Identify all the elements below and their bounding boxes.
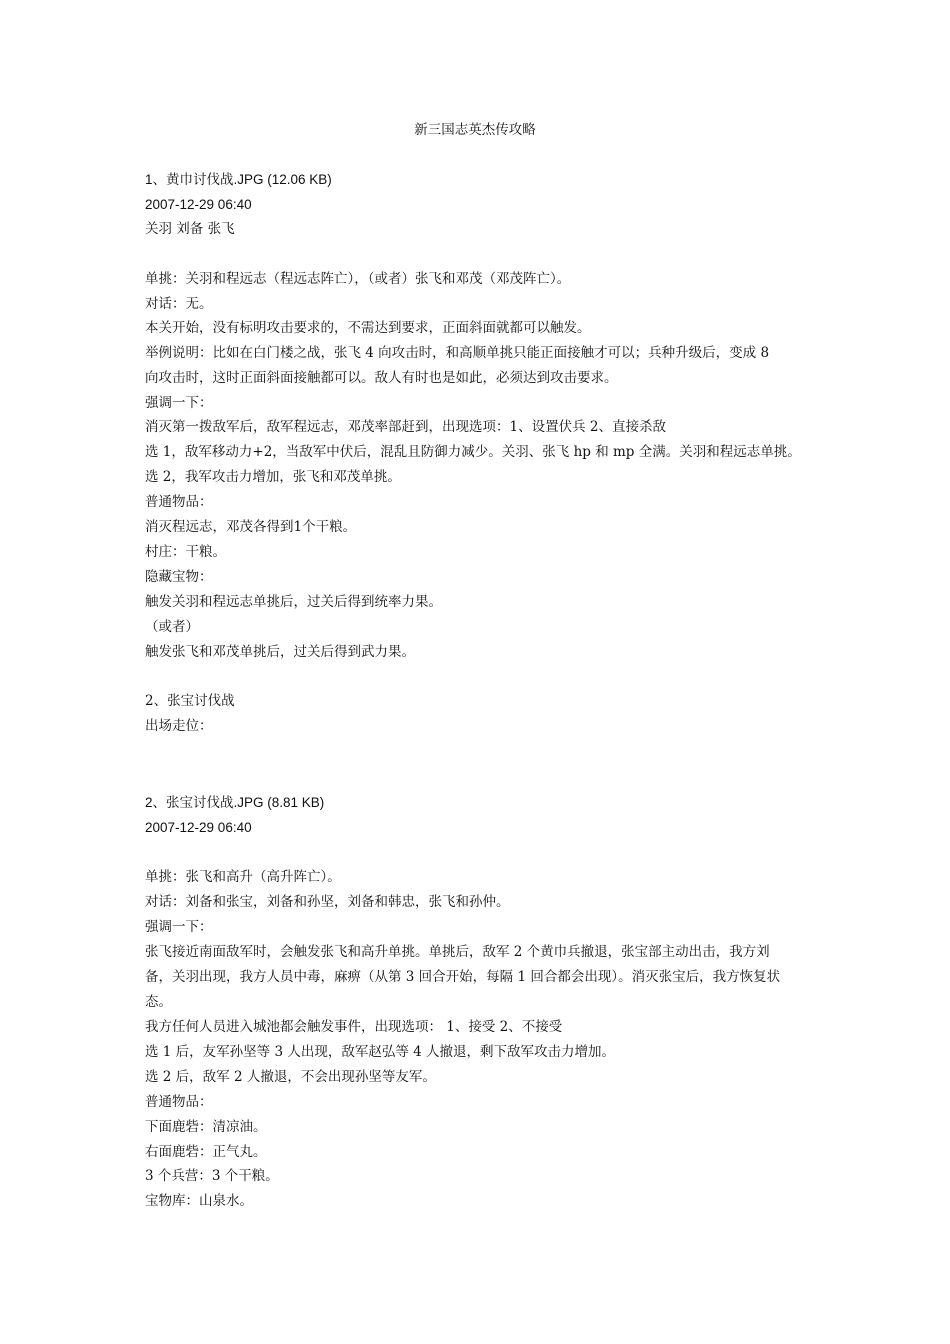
paragraph-line: 选 1，敌军移动力+2，当敌军中伏后，混乱且防御力减少。关羽、张飞 hp 和 mp 全满。关羽和程远志单挑。: [145, 444, 801, 460]
items-heading: 普通物品：: [145, 494, 213, 510]
paragraph-line: 右面鹿砦：正气丸。: [145, 1144, 267, 1160]
paragraph-line: 选 2 后，敌军 2 人撤退，不会出现孙坚等友军。: [145, 1069, 436, 1085]
hidden-treasure-heading: 隐藏宝物：: [145, 569, 213, 585]
paragraph-line: 选 2，我军攻击力增加，张飞和邓茂单挑。: [145, 469, 401, 485]
section-2-timestamp: 2007-12-29 06:40: [145, 820, 252, 835]
paragraph-line: 举例说明：比如在白门楼之战，张飞 4 向攻击时，和高顺单挑只能正面接触才可以；兵种升级后，变成 8: [145, 345, 770, 361]
paragraph-line: 备，关羽出现，我方人员中毒，麻痹（从第 3 回合开始，每隔 1 回合都会出现）。消灭张宝后，我方恢复状: [145, 969, 781, 985]
paragraph-line: 3 个兵营：3 个干粮。: [145, 1168, 279, 1184]
paragraph-line: 态。: [145, 994, 172, 1010]
paragraph-line: 向攻击时，这时正面斜面接触都可以。敌人有时也是如此，必须达到攻击要求。: [145, 370, 618, 386]
document-title: 新三国志英杰传攻略: [414, 122, 536, 138]
paragraph-line: 村庄：干粮。: [145, 544, 226, 560]
section-2-heading: 2、张宝讨伐战: [145, 693, 235, 709]
paragraph-line: 触发张飞和邓茂单挑后，过关后得到武力果。: [145, 644, 415, 660]
duel-info: 单挑：关羽和程远志（程远志阵亡），（或者）张飞和邓茂（邓茂阵亡）。: [145, 271, 571, 287]
paragraph-line: 消灭程远志，邓茂各得到1个干粮。: [145, 519, 357, 535]
dialogue-info: 对话：无。: [145, 296, 213, 312]
section-1-characters: 关羽 刘备 张飞: [145, 221, 235, 237]
paragraph-line: 下面鹿砦：清凉油。: [145, 1119, 267, 1135]
section-2-attachment: 2、张宝讨伐战.JPG (8.81 KB): [145, 795, 325, 810]
paragraph-line: 宝物库：山泉水。: [145, 1193, 253, 1209]
items-heading: 普通物品：: [145, 1094, 213, 1110]
paragraph-line: 消灭第一拨敌军后，敌军程远志，邓茂率部赶到，出现选项：1、设置伏兵 2、直接杀敌: [145, 419, 666, 435]
dialogue-info: 对话：刘备和张宝，刘备和孙坚，刘备和韩忠，张飞和孙仲。: [145, 894, 510, 910]
paragraph-line: 触发关羽和程远志单挑后，过关后得到统率力果。: [145, 594, 442, 610]
section-1-timestamp: 2007-12-29 06:40: [145, 197, 252, 212]
deployment-heading: 出场走位：: [145, 718, 213, 734]
emphasis-heading: 强调一下：: [145, 395, 213, 411]
paragraph-line: （或者）: [145, 619, 199, 635]
duel-info: 单挑：张飞和高升（高升阵亡）。: [145, 869, 341, 885]
emphasis-heading: 强调一下：: [145, 919, 213, 935]
paragraph-line: 我方任何人员进入城池都会触发事件，出现选项： 1、接受 2、不接受: [145, 1019, 563, 1035]
section-1-attachment: 1、黄巾讨伐战.JPG (12.06 KB): [145, 172, 332, 187]
paragraph-line: 本关开始，没有标明攻击要求的，不需达到要求，正面斜面就都可以触发。: [145, 320, 591, 336]
paragraph-line: 张飞接近南面敌军时，会触发张飞和高升单挑。单挑后，敌军 2 个黄巾兵撤退，张宝部主动出击，我方刘: [145, 944, 770, 960]
paragraph-line: 选 1 后，友军孙坚等 3 人出现，敌军赵弘等 4 人撤退，剩下敌军攻击力增加。: [145, 1044, 616, 1060]
